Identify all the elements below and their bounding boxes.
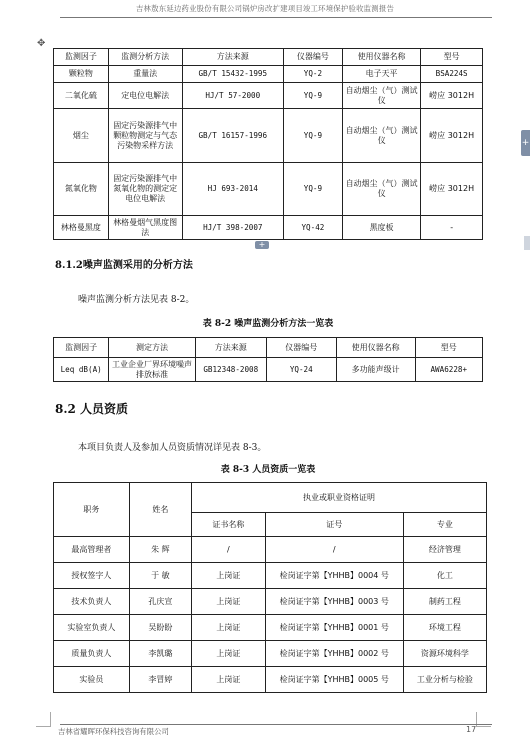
cell: HJ/T 57-2000: [182, 83, 283, 109]
cell: AWA6228+: [415, 358, 482, 382]
cell: 检岗证字第【YHHB】0002 号: [265, 641, 403, 667]
header-cell: 仪器编号: [283, 49, 342, 66]
cell: /: [265, 537, 403, 563]
header-cell: 执业或职业资格证明: [192, 483, 487, 513]
cell: 李凯璐: [129, 641, 191, 667]
footer-company: 吉林省耀晖环保科技咨询有限公司: [58, 727, 169, 736]
page-corner-mark: [36, 712, 51, 727]
cell: 林格曼烟气黑度图法: [108, 216, 182, 240]
page-header: 吉林敖东延边药业股份有限公司锅炉房改扩建项目竣工环境保护验收监测报告: [135, 4, 395, 13]
page-number: 17: [466, 725, 477, 734]
cell: 上岗证: [192, 667, 266, 693]
cell: 重量法: [108, 66, 182, 83]
cell: 固定污染源排气中氮氧化物的测定定电位电解法: [108, 163, 182, 216]
cell: HJ/T 398-2007: [182, 216, 283, 240]
move-handle-icon[interactable]: ✥: [37, 38, 46, 49]
cell: -: [421, 216, 483, 240]
cell: 李冒婷: [129, 667, 191, 693]
cell: 自动烟尘（气）测试仪: [342, 109, 420, 163]
cell: YQ-42: [283, 216, 342, 240]
section-heading-8-1-2: 8.1.2噪声监测采用的分析方法: [55, 260, 193, 271]
table-row: [54, 109, 483, 163]
table-row: [54, 641, 487, 667]
cell: 质量负责人: [54, 641, 130, 667]
table-row: [54, 163, 483, 216]
cell: 上岗证: [192, 563, 266, 589]
cell: 检岗证字第【YHHB】0004 号: [265, 563, 403, 589]
table-caption-8-2: 表 8-2 噪声监测分析方法一览表: [202, 319, 334, 329]
cell: 实验室负责人: [54, 615, 130, 641]
header-cell: 方法来源: [182, 49, 283, 66]
table-row: [54, 358, 483, 382]
header-cell: 职务: [54, 483, 130, 537]
table-header-row: [54, 483, 487, 513]
header-cell: 证号: [265, 513, 403, 537]
cell: 检岗证字第【YHHB】0005 号: [265, 667, 403, 693]
paragraph-staff: 本项目负责人及参加人员资质情况详见表 8-3。: [78, 443, 267, 453]
header-cell: 监测分析方法: [108, 49, 182, 66]
header-cell: 仪器编号: [266, 338, 336, 358]
table-row: [54, 563, 487, 589]
cell: Leq dB(A): [54, 358, 109, 382]
cell: 授权签字人: [54, 563, 130, 589]
side-scroll-marker: [524, 236, 530, 250]
header-cell: 证书名称: [192, 513, 266, 537]
cell: 固定污染源排气中颗粒物测定与气态污染物采样方法: [108, 109, 182, 163]
cell: 检岗证字第【YHHB】0001 号: [265, 615, 403, 641]
section-heading-8-2: 8.2 人员资质: [55, 402, 129, 416]
cell: GB/T 15432-1995: [182, 66, 283, 83]
cell: 孔庆宣: [129, 589, 191, 615]
noise-method-table: [53, 337, 483, 382]
cell: 工业企业厂界环境噪声排放标准: [109, 358, 195, 382]
table-row: [54, 66, 483, 83]
cell: 崂应 3012H: [421, 109, 483, 163]
table-header-row: [54, 49, 483, 66]
table-row: [54, 537, 487, 563]
cell: GB12348-2008: [195, 358, 266, 382]
cell: YQ-9: [283, 109, 342, 163]
add-row-icon[interactable]: +: [255, 241, 269, 249]
header-cell: 方法来源: [195, 338, 266, 358]
cell: 烟尘: [54, 109, 109, 163]
cell: 上岗证: [192, 589, 266, 615]
cell: HJ 693-2014: [182, 163, 283, 216]
header-cell: 型号: [415, 338, 482, 358]
cell: 上岗证: [192, 615, 266, 641]
table-row: [54, 83, 483, 109]
header-cell: 使用仪器名称: [342, 49, 420, 66]
cell: YQ-2: [283, 66, 342, 83]
cell: 经济管理: [403, 537, 486, 563]
header-cell: 使用仪器名称: [336, 338, 415, 358]
analysis-method-table: [53, 48, 483, 240]
cell: 环境工程: [403, 615, 486, 641]
footer-divider: [60, 724, 492, 725]
cell: 资源环境科学: [403, 641, 486, 667]
table-row: [54, 667, 487, 693]
cell: 氮氧化物: [54, 163, 109, 216]
cell: /: [192, 537, 266, 563]
cell: 定电位电解法: [108, 83, 182, 109]
cell: 颗粒物: [54, 66, 109, 83]
cell: YQ-9: [283, 83, 342, 109]
table-row: [54, 615, 487, 641]
side-panel-icon[interactable]: +: [521, 130, 530, 156]
cell: 电子天平: [342, 66, 420, 83]
header-cell: 监测因子: [54, 49, 109, 66]
cell: 吴盼盼: [129, 615, 191, 641]
staff-qualification-table: [53, 482, 487, 693]
table-row: [54, 589, 487, 615]
cell: 二氧化硫: [54, 83, 109, 109]
cell: 于 敏: [129, 563, 191, 589]
cell: YQ-9: [283, 163, 342, 216]
header-cell: 专业: [403, 513, 486, 537]
header-cell: 测定方法: [109, 338, 195, 358]
table-header-row: [54, 338, 483, 358]
cell: GB/T 16157-1996: [182, 109, 283, 163]
cell: 黑度板: [342, 216, 420, 240]
cell: 林格曼黑度: [54, 216, 109, 240]
cell: 自动烟尘（气）测试仪: [342, 163, 420, 216]
cell: 制药工程: [403, 589, 486, 615]
cell: BSA224S: [421, 66, 483, 83]
cell: 崂应 3012H: [421, 163, 483, 216]
header-cell: 监测因子: [54, 338, 109, 358]
cell: 化工: [403, 563, 486, 589]
cell: 检岗证字第【YHHB】0003 号: [265, 589, 403, 615]
paragraph-noise: 噪声监测分析方法见表 8-2。: [78, 295, 195, 305]
table-caption-8-3: 表 8-3 人员资质一览表: [220, 465, 316, 475]
cell: 崂应 3012H: [421, 83, 483, 109]
header-cell: 型号: [421, 49, 483, 66]
cell: 自动烟尘（气）测试仪: [342, 83, 420, 109]
cell: 工业分析与检验: [403, 667, 486, 693]
header-cell: 姓名: [129, 483, 191, 537]
cell: 上岗证: [192, 641, 266, 667]
cell: 实验员: [54, 667, 130, 693]
cell: 多功能声级计: [336, 358, 415, 382]
cell: 技术负责人: [54, 589, 130, 615]
cell: 朱 辉: [129, 537, 191, 563]
cell: 最高管理者: [54, 537, 130, 563]
cell: YQ-24: [266, 358, 336, 382]
header-divider: [60, 17, 492, 18]
table-row: [54, 216, 483, 240]
